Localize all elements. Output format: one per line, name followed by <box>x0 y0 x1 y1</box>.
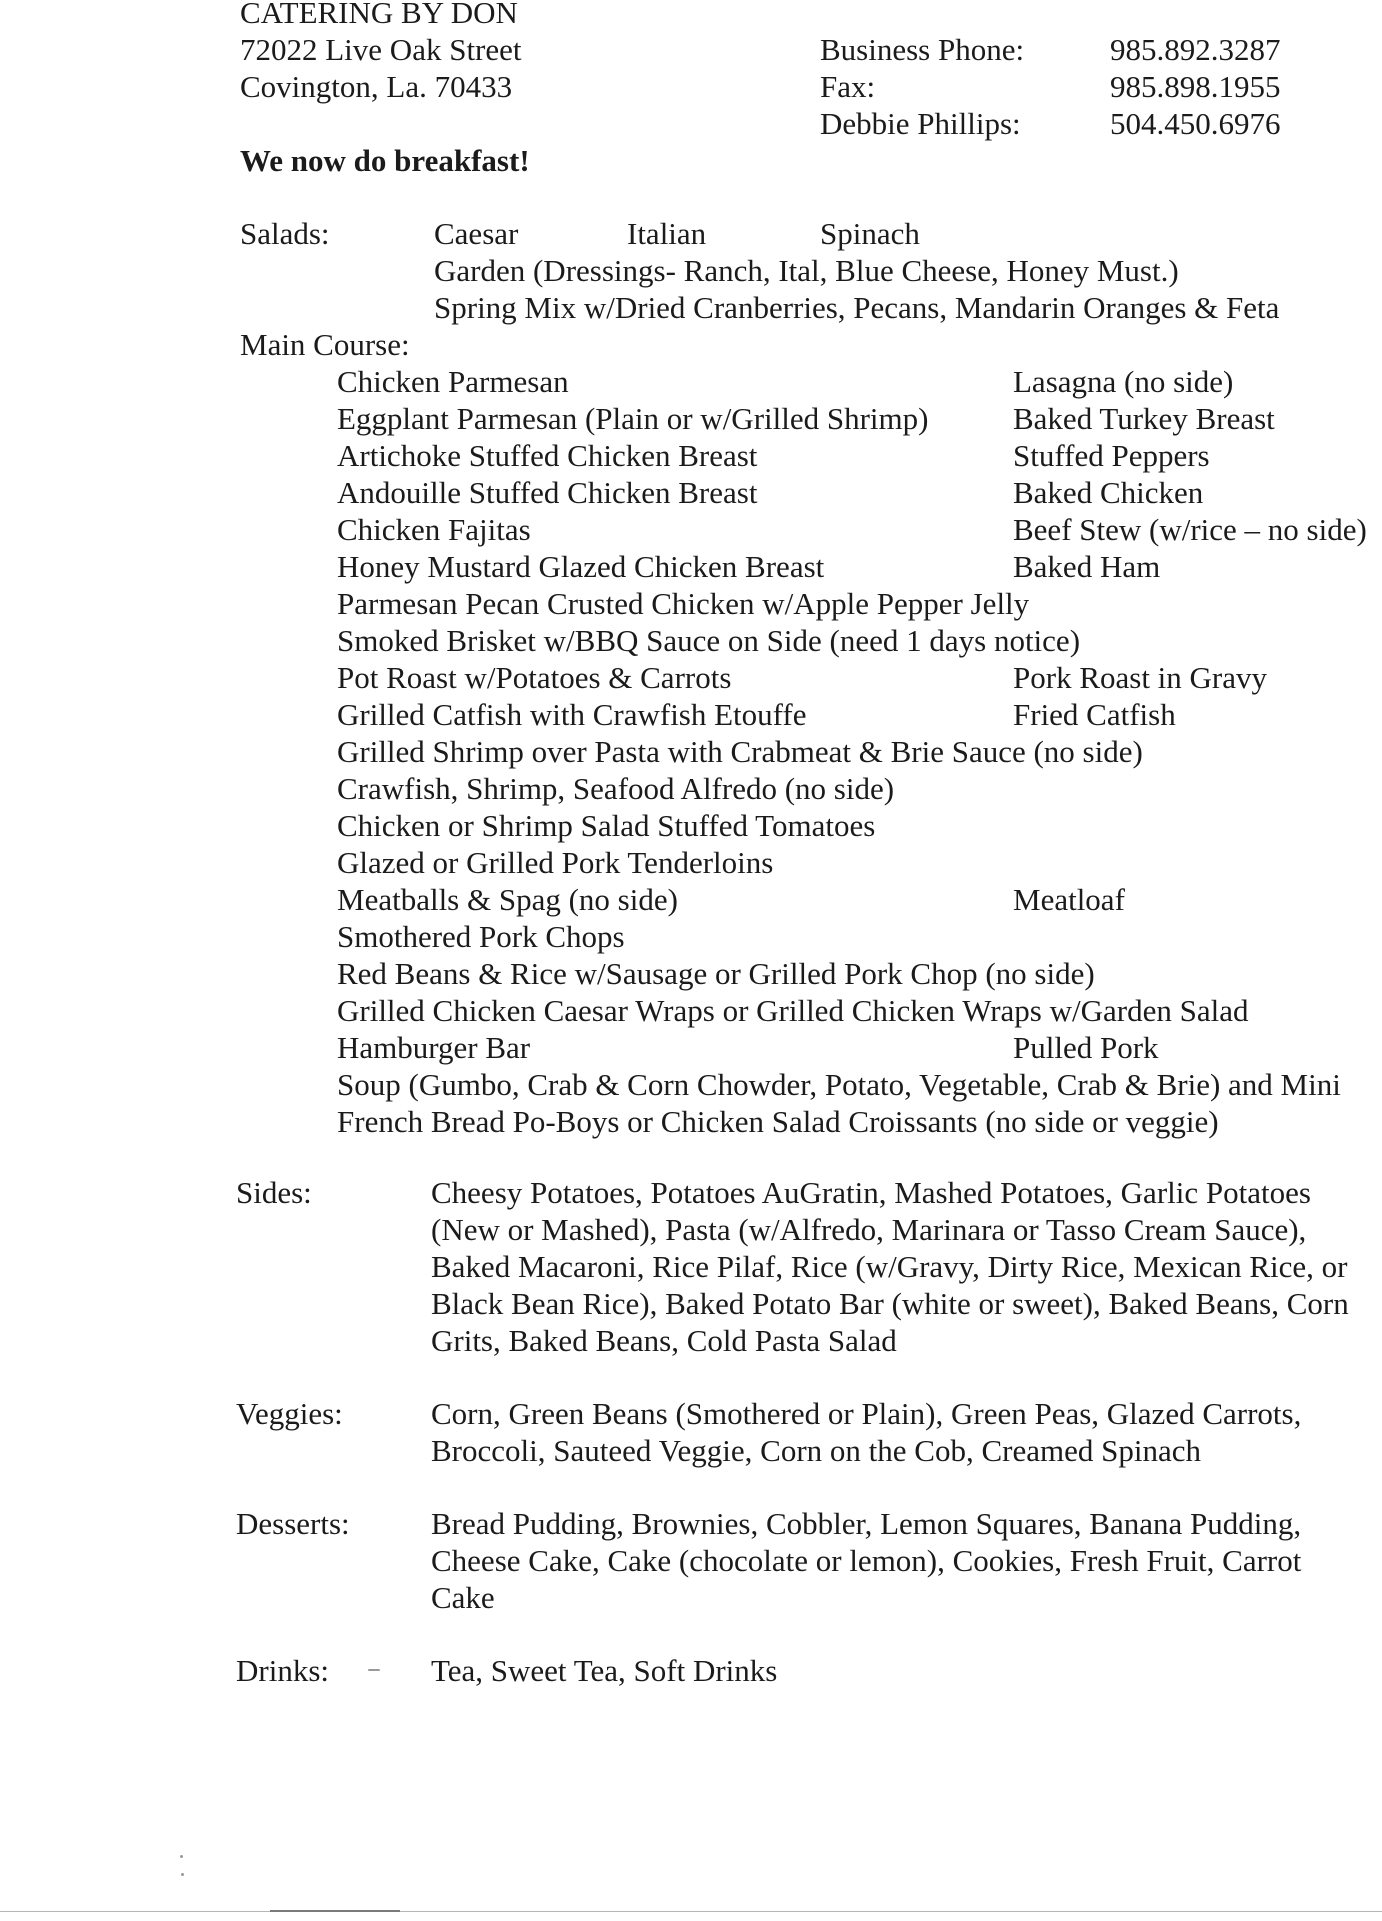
main-course-item: Andouille Stuffed Chicken Breast <box>337 475 758 510</box>
main-course-item: Honey Mustard Glazed Chicken Breast <box>337 549 825 584</box>
main-course-item: Baked Chicken <box>1013 475 1204 510</box>
scan-speck <box>180 1855 183 1858</box>
drinks-line: Tea, Sweet Tea, Soft Drinks <box>431 1653 778 1688</box>
main-course-label: Main Course: <box>240 327 410 362</box>
main-course-item: Grilled Catfish with Crawfish Etouffe <box>337 697 807 732</box>
main-course-item: Pulled Pork <box>1013 1030 1159 1065</box>
contact-label-fax: Fax: <box>820 69 876 104</box>
salad-spinach: Spinach <box>820 216 920 251</box>
sides-line: Cheesy Potatoes, Potatoes AuGratin, Mashed Potatoes, Garlic Potatoes <box>431 1175 1311 1210</box>
scan-speck <box>181 1873 184 1876</box>
contact-label-debbie-phillips: Debbie Phillips: <box>820 106 1021 141</box>
main-course-item: Baked Turkey Breast <box>1013 401 1275 436</box>
sides-label: Sides: <box>236 1175 312 1210</box>
main-course-item: Smoked Brisket w/BBQ Sauce on Side (need 1 days notice) <box>337 623 1081 658</box>
page-bottom-rule <box>0 1911 1382 1912</box>
main-course-item: Chicken or Shrimp Salad Stuffed Tomatoes <box>337 808 876 843</box>
main-course-item: Grilled Shrimp over Pasta with Crabmeat & Brie Sauce (no side) <box>337 734 1143 769</box>
main-course-item: Meatballs & Spag (no side) <box>337 882 678 917</box>
main-course-item: Beef Stew (w/rice – no side) <box>1013 512 1367 547</box>
scan-speck <box>368 1669 380 1671</box>
main-course-item: Fried Catfish <box>1013 697 1176 732</box>
sides-line: Black Bean Rice), Baked Potato Bar (white or sweet), Baked Beans, Corn <box>431 1286 1349 1321</box>
main-course-item: Eggplant Parmesan (Plain or w/Grilled Shrimp) <box>337 401 929 436</box>
veggies-label: Veggies: <box>236 1396 343 1431</box>
contact-label-business-phone: Business Phone: <box>820 32 1025 67</box>
main-course-item: Lasagna (no side) <box>1013 364 1234 399</box>
desserts-line: Bread Pudding, Brownies, Cobbler, Lemon Squares, Banana Pudding, <box>431 1506 1302 1541</box>
sides-line: Grits, Baked Beans, Cold Pasta Salad <box>431 1323 897 1358</box>
main-course-item: Meatloaf <box>1013 882 1125 917</box>
contact-value-business-phone: 985.892.3287 <box>1110 32 1281 67</box>
main-course-item: Chicken Parmesan <box>337 364 569 399</box>
salad-garden: Garden (Dressings- Ranch, Ital, Blue Cheese, Honey Must.) <box>434 253 1179 288</box>
contact-value-debbie-phillips: 504.450.6976 <box>1110 106 1281 141</box>
salad-caesar: Caesar <box>434 216 519 251</box>
main-course-item: Baked Ham <box>1013 549 1161 584</box>
main-course-item: Pork Roast in Gravy <box>1013 660 1268 695</box>
main-course-item: Red Beans & Rice w/Sausage or Grilled Pork Chop (no side) <box>337 956 1095 991</box>
breakfast-tagline: We now do breakfast! <box>240 143 530 178</box>
main-course-item: Smothered Pork Chops <box>337 919 625 954</box>
main-course-item: Grilled Chicken Caesar Wraps or Grilled Chicken Wraps w/Garden Salad <box>337 993 1249 1028</box>
main-course-item: Glazed or Grilled Pork Tenderloins <box>337 845 774 880</box>
desserts-line: Cake <box>431 1580 495 1615</box>
main-course-item: Pot Roast w/Potatoes & Carrots <box>337 660 732 695</box>
main-course-item: Hamburger Bar <box>337 1030 531 1065</box>
address-line-2: Covington, La. 70433 <box>240 69 513 104</box>
salad-spring-mix: Spring Mix w/Dried Cranberries, Pecans, Mandarin Oranges & Feta <box>434 290 1280 325</box>
main-course-item: Artichoke Stuffed Chicken Breast <box>337 438 758 473</box>
company-name: CATERING BY DON <box>240 0 518 30</box>
page-bottom-rule-dark <box>270 1910 400 1912</box>
contact-value-fax: 985.898.1955 <box>1110 69 1281 104</box>
drinks-label: Drinks: <box>236 1653 329 1688</box>
main-course-item: Parmesan Pecan Crusted Chicken w/Apple Pepper Jelly <box>337 586 1030 621</box>
main-course-item: French Bread Po-Boys or Chicken Salad Croissants (no side or veggie) <box>337 1104 1219 1139</box>
sides-line: (New or Mashed), Pasta (w/Alfredo, Marinara or Tasso Cream Sauce), <box>431 1212 1307 1247</box>
main-course-item: Crawfish, Shrimp, Seafood Alfredo (no side) <box>337 771 895 806</box>
desserts-label: Desserts: <box>236 1506 350 1541</box>
salad-italian: Italian <box>627 216 707 251</box>
main-course-item: Stuffed Peppers <box>1013 438 1210 473</box>
salads-label: Salads: <box>240 216 330 251</box>
main-course-item: Soup (Gumbo, Crab & Corn Chowder, Potato, Vegetable, Crab & Brie) and Mini <box>337 1067 1341 1102</box>
veggies-line: Corn, Green Beans (Smothered or Plain), Green Peas, Glazed Carrots, <box>431 1396 1302 1431</box>
desserts-line: Cheese Cake, Cake (chocolate or lemon), Cookies, Fresh Fruit, Carrot <box>431 1543 1302 1578</box>
sides-line: Baked Macaroni, Rice Pilaf, Rice (w/Gravy, Dirty Rice, Mexican Rice, or <box>431 1249 1348 1284</box>
main-course-item: Chicken Fajitas <box>337 512 531 547</box>
address-line-1: 72022 Live Oak Street <box>240 32 522 67</box>
veggies-line: Broccoli, Sauteed Veggie, Corn on the Cob, Creamed Spinach <box>431 1433 1201 1468</box>
